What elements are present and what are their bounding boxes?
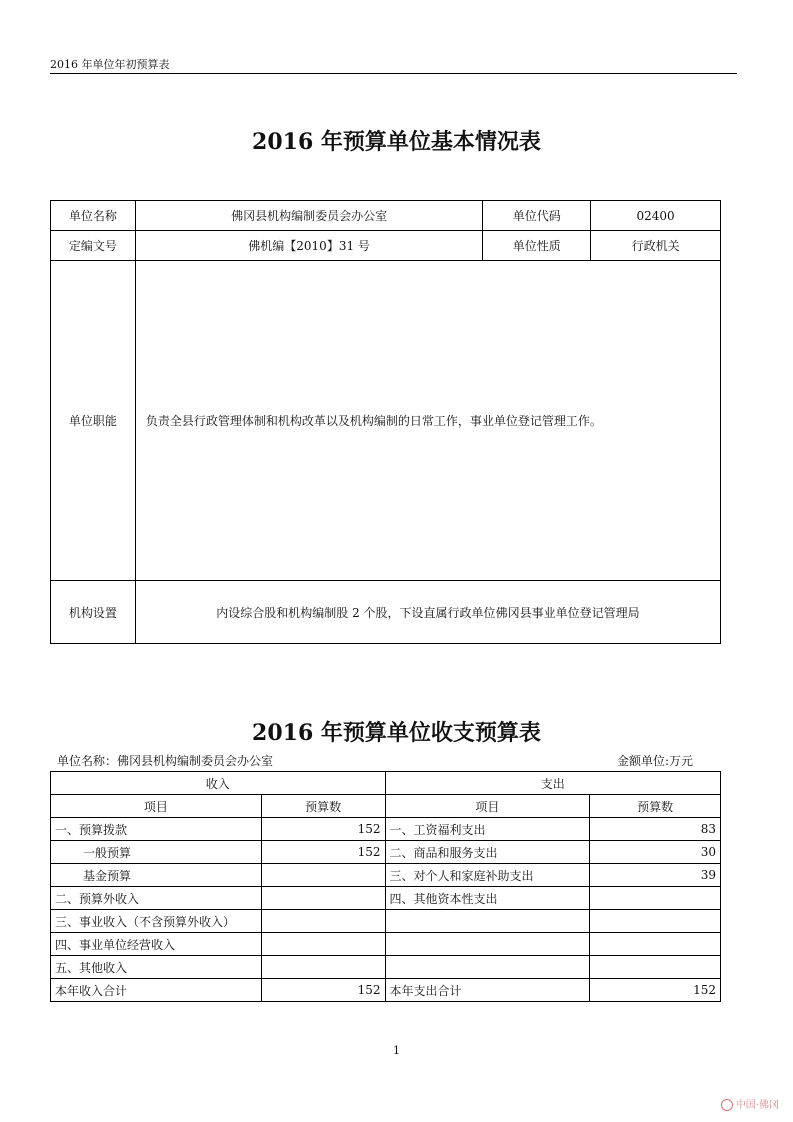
expense-item: 四、其他资本性支出: [385, 887, 590, 910]
table-row: [51, 979, 721, 1002]
expense-item: 一、工资福利支出: [385, 818, 590, 841]
table-row: [51, 201, 721, 231]
unit-name-value: 佛冈县机构编制委员会办公室: [135, 201, 482, 231]
income-item: 三、事业收入（不含预算外收入）: [51, 910, 262, 933]
expense-value: [590, 910, 721, 933]
table-row: [51, 841, 721, 864]
table-row: [51, 261, 721, 581]
expense-value: [590, 887, 721, 910]
table-row: [51, 933, 721, 956]
table-row: [51, 887, 721, 910]
income-value: 152: [261, 818, 385, 841]
unit-name-label: 单位名称: [51, 201, 136, 231]
amount-unit: 金额单位:万元: [617, 754, 694, 768]
income-item: 四、事业单位经营收入: [51, 933, 262, 956]
income-item: 一、预算拨款: [51, 818, 262, 841]
income-header: 收入: [51, 772, 386, 795]
income-value: [261, 933, 385, 956]
income-col-item: 项目: [51, 795, 262, 818]
org-value: 内设综合股和机构编制股 2 个股，下设直属行政单位佛冈县事业单位登记管理局: [135, 581, 720, 644]
budget-unit-name: 单位名称：佛冈县机构编制委员会办公室: [57, 754, 274, 768]
table-row: [51, 795, 721, 818]
income-item: 五、其他收入: [51, 956, 262, 979]
expense-value: [590, 956, 721, 979]
table-row: [51, 864, 721, 887]
expense-value: [590, 933, 721, 956]
doc-no-label: 定编文号: [51, 231, 136, 261]
page-number: 1: [393, 1044, 400, 1057]
income-col-budget: 预算数: [261, 795, 385, 818]
budget-table-title: 2016 年预算单位收支预算表: [252, 720, 541, 746]
income-item: 基金预算: [51, 864, 262, 887]
table-row: [51, 956, 721, 979]
expense-item: 二、商品和服务支出: [385, 841, 590, 864]
expense-item: [385, 933, 590, 956]
income-value: 152: [261, 841, 385, 864]
watermark-text: 中国·佛冈: [735, 1100, 779, 1111]
expense-value: 30: [590, 841, 721, 864]
expense-item: [385, 910, 590, 933]
function-label: 单位职能: [51, 261, 136, 581]
table-row: [51, 772, 721, 795]
income-total-value: 152: [261, 979, 385, 1002]
expense-value: 39: [590, 864, 721, 887]
unit-nature-label: 单位性质: [483, 231, 591, 261]
expense-value: 83: [590, 818, 721, 841]
function-value: 负责全县行政管理体制和机构改革以及机构编制的日常工作，事业单位登记管理工作。: [135, 261, 720, 581]
income-value: [261, 887, 385, 910]
income-value: [261, 910, 385, 933]
expense-total-value: 152: [590, 979, 721, 1002]
watermark: [721, 1096, 779, 1111]
unit-code-label: 单位代码: [483, 201, 591, 231]
doc-no-value: 佛机编【2010】31 号: [135, 231, 482, 261]
info-table-title: 2016 年预算单位基本情况表: [252, 129, 541, 155]
page-header: 2016 年单位年初预算表: [50, 58, 170, 71]
budget-table: [50, 771, 721, 1002]
income-item: 二、预算外收入: [51, 887, 262, 910]
logo-icon: [721, 1099, 733, 1111]
unit-info-table: [50, 200, 721, 644]
expense-header: 支出: [385, 772, 721, 795]
table-row: [51, 910, 721, 933]
expense-col-budget: 预算数: [590, 795, 721, 818]
header-divider: [50, 73, 737, 74]
org-label: 机构设置: [51, 581, 136, 644]
income-total-label: 本年收入合计: [51, 979, 262, 1002]
unit-nature-value: 行政机关: [591, 231, 721, 261]
unit-code-value: 02400: [591, 201, 721, 231]
table-row: [51, 231, 721, 261]
expense-item: [385, 956, 590, 979]
expense-col-item: 项目: [385, 795, 590, 818]
income-value: [261, 956, 385, 979]
expense-item: 三、对个人和家庭补助支出: [385, 864, 590, 887]
income-item: 一般预算: [51, 841, 262, 864]
income-value: [261, 864, 385, 887]
expense-total-label: 本年支出合计: [385, 979, 590, 1002]
table-row: [51, 818, 721, 841]
table-row: [51, 581, 721, 644]
